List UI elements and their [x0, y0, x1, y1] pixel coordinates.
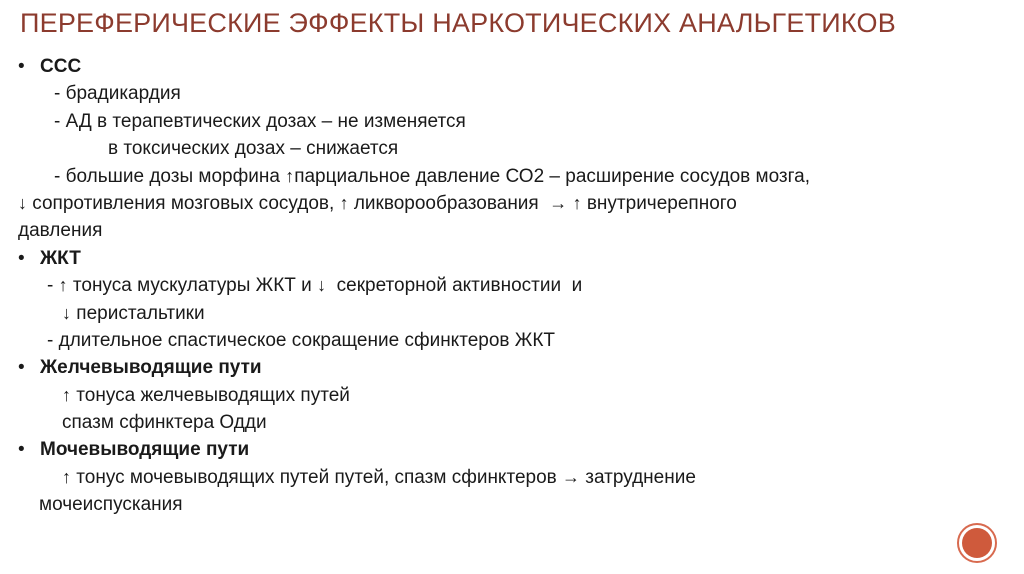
- ccc-pressure-text: давления: [18, 220, 103, 242]
- down-arrow-icon: ↓: [62, 302, 71, 323]
- slide-content: [18, 53, 1008, 519]
- gkt-peristalsis-text: перистальтики: [71, 302, 205, 324]
- list-item: [18, 382, 1008, 409]
- section-heading-bile: [18, 354, 1008, 381]
- list-item: [18, 300, 1008, 327]
- section-heading-gkt: [18, 245, 1008, 272]
- urine-difficulty-text: затруднение: [580, 466, 696, 488]
- right-arrow-icon: →: [562, 466, 581, 487]
- list-item: [18, 464, 1008, 491]
- gkt-spasm-text: - длительное спастическое сокращение сфинктеров ЖКТ: [47, 329, 555, 351]
- up-arrow-icon: ↑: [58, 275, 68, 296]
- bullet: •: [18, 439, 25, 461]
- slide-decoration-badge: [957, 523, 997, 563]
- gkt-dash: -: [47, 275, 59, 297]
- list-item: [18, 80, 1008, 107]
- heading-bile: Желчевыводящие пути: [40, 357, 262, 379]
- slide-title: ПЕРЕФЕРИЧЕСКИЕ ЭФФЕКТЫ НАРКОТИЧЕСКИХ АНАЛЬГЕТИКОВ: [20, 8, 896, 38]
- gkt-tone-text: тонуса мускулатуры ЖКТ и: [67, 275, 318, 297]
- ccc-liquor-text: ликворообразования: [348, 192, 550, 214]
- section-heading-urine: [18, 436, 1008, 463]
- list-item: [18, 135, 1008, 162]
- ccc-bp-therapeutic: - АД в терапевтических дозах – не изменяется: [54, 110, 466, 132]
- list-item: [18, 327, 1008, 354]
- heading-ccc: ССС: [40, 56, 82, 77]
- urine-tone-text: тонус мочевыводящих путей путей, спазм сфинктеров: [71, 466, 563, 488]
- bullet: •: [18, 247, 25, 269]
- list-item: [18, 217, 1008, 244]
- list-item: [18, 108, 1008, 135]
- ccc-morphine-text: - большие дозы морфина: [54, 165, 286, 187]
- up-arrow-icon: ↑: [339, 192, 349, 213]
- section-heading-ccc: [18, 53, 1008, 80]
- up-arrow-icon: ↑: [285, 165, 295, 186]
- bile-oddi-text: спазм сфинктера Одди: [62, 412, 267, 434]
- bile-tone-text: тонуса желчевыводящих путей: [71, 384, 350, 406]
- up-arrow-icon: ↑: [572, 192, 582, 213]
- list-item: [18, 163, 1008, 190]
- heading-gkt: ЖКТ: [40, 247, 81, 269]
- heading-urine: Мочевыводящие пути: [40, 439, 250, 461]
- up-arrow-icon: ↑: [62, 466, 71, 487]
- gkt-secretory-text: секреторной активностии и: [326, 275, 583, 297]
- down-arrow-icon: ↓: [18, 192, 27, 213]
- ccc-bp-toxic: в токсических дозах – снижается: [108, 138, 399, 160]
- list-item: [18, 491, 1008, 518]
- urine-urination-text: мочеиспускания: [39, 494, 183, 516]
- ccc-bradycardia: - брадикардия: [54, 83, 181, 105]
- ccc-resistance-text: сопротивления мозговых сосудов,: [27, 192, 340, 214]
- bullet: •: [18, 357, 25, 379]
- right-arrow-icon: →: [549, 192, 568, 213]
- ccc-intracranial-text: внутричерепного: [581, 192, 737, 214]
- ccc-co2-text: парциальное давление СО2 – расширение сосудов мозга,: [294, 165, 811, 187]
- list-item: [18, 190, 1008, 217]
- bullet: •: [18, 56, 25, 77]
- slide-decoration-dot: [962, 528, 992, 558]
- up-arrow-icon: ↑: [62, 384, 71, 405]
- list-item: [18, 272, 1008, 299]
- list-item: [18, 409, 1008, 436]
- down-arrow-icon: ↓: [317, 275, 327, 296]
